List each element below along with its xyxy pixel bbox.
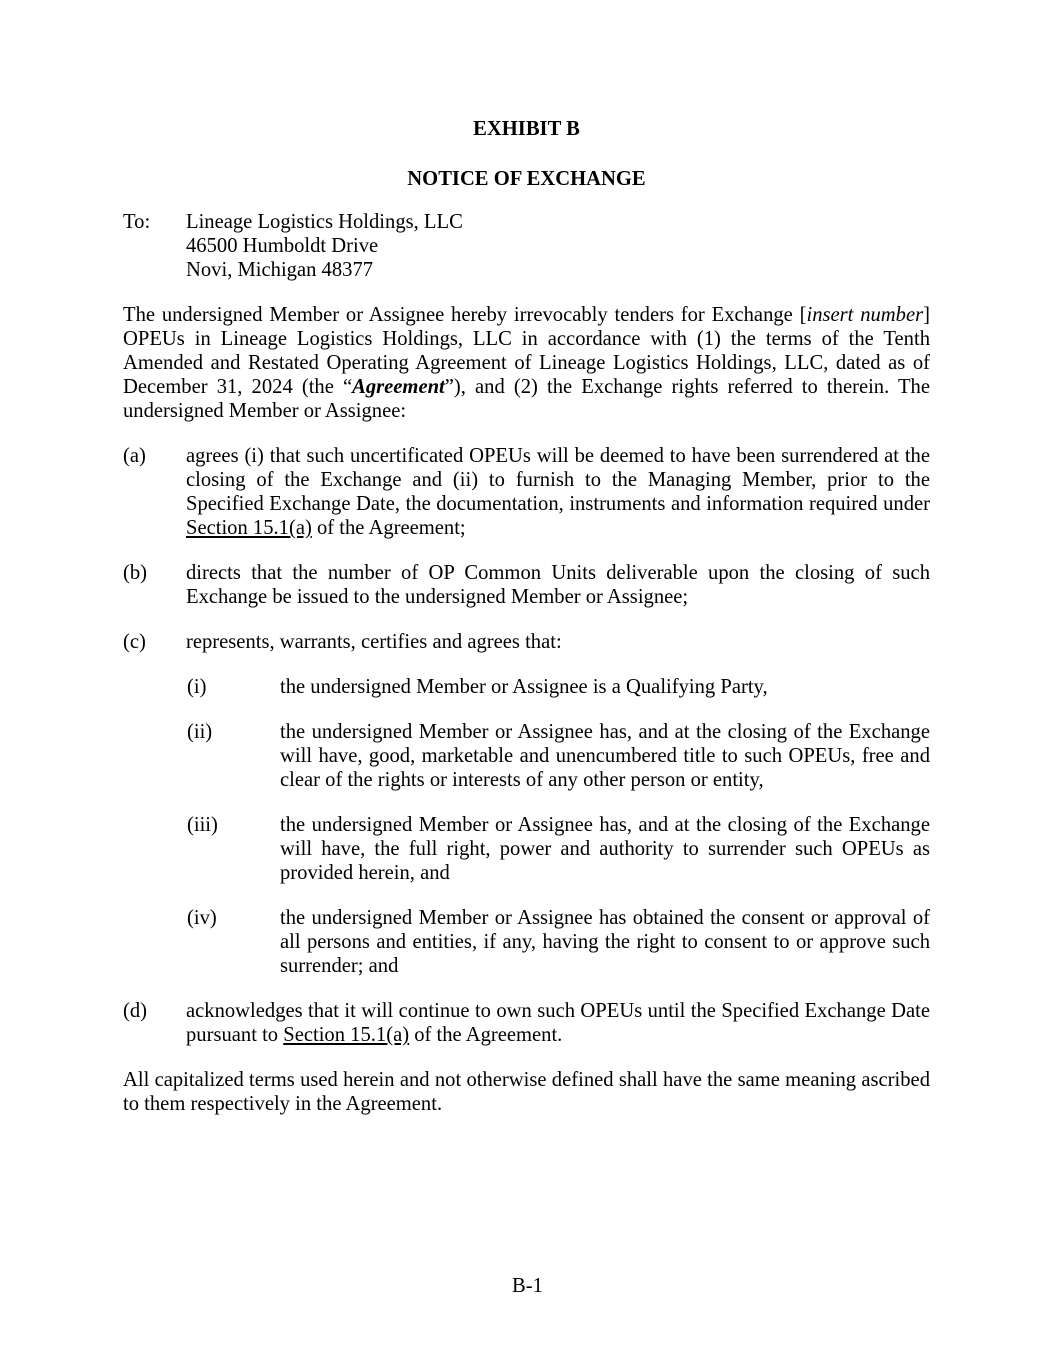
page-number: B-1 [512,1275,543,1297]
item-a-segment: agrees (i) that such uncertificated OPEUs will be deemed to have been surrendered at the closing of the Exchange and (ii) to furnish to the Managing Member, prior to the Specified Exchange Date, the documentation, instruments and information required under [186,445,930,515]
item-label-d: (d) [123,1000,148,1022]
document-title: EXHIBIT B [473,118,580,140]
list-item-c [123,630,930,654]
subitem-label-iv: (iv) [187,907,217,929]
subitem-text-iii: the undersigned Member or Assignee has, and at the closing of the Exchange will have, the full right, power and authority to surrender such OPEUs as provided herein, and [280,814,930,884]
recipient-address [186,210,930,282]
intro-segment: ”), and (2) the Exchange rights referred to therein. The undersigned Member or Assignee: [123,376,930,422]
item-d-segment: acknowledges that it will continue to own such OPEUs until the Specified Exchange Date pursuant to [186,1000,930,1046]
list-item-a [123,444,930,540]
recipient-block [123,210,930,282]
item-text-d [186,999,930,1047]
sub-list-item-iii [187,813,930,885]
section-reference: Section 15.1(a) [283,1024,410,1046]
recipient-label: To: [123,211,151,233]
item-text-c: represents, warrants, certifies and agrees that: [186,631,562,653]
subitem-label-i: (i) [187,676,207,698]
intro-segment: The undersigned Member or Assignee hereby irrevocably tenders for Exchange [ [123,304,807,326]
recipient-line-company: Lineage Logistics Holdings, LLC [186,211,463,233]
recipient-line-city: Novi, Michigan 48377 [186,259,374,281]
list-item-d [123,999,930,1047]
insert-number-placeholder: insert number [806,304,924,326]
section-reference: Section 15.1(a) [186,517,312,539]
subitem-text-ii: the undersigned Member or Assignee has, and at the closing of the Exchange will have, good, marketable and unencumbered title to such OPEUs, free and clear of the rights or interests of any other person or entity, [280,721,930,791]
recipient-line-street: 46500 Humboldt Drive [186,235,379,257]
closing-paragraph: All capitalized terms used herein and not otherwise defined shall have the same meaning ascribed to them respectively in the Agreement. [123,1069,930,1115]
document-subtitle: NOTICE OF EXCHANGE [407,168,646,190]
item-label-b: (b) [123,562,148,584]
item-a-segment: of the Agreement; [311,517,466,539]
item-d-segment: of the Agreement. [409,1024,563,1046]
sub-list-item-iv [187,906,930,978]
list-item-b [123,561,930,609]
sub-list-item-i [187,675,930,699]
intro-segment: ] OPEUs in Lineage Logistics Holdings, LLC in accordance with (1) the terms of the Tenth Amended and Restated Operating Agreement of Lineage Logistics Holdings, LLC, dated as of December 31, 2024 (the “ [123,304,930,398]
sub-list-item-ii [187,720,930,792]
intro-paragraph [123,303,930,423]
subitem-label-iii: (iii) [187,814,218,836]
item-label-a: (a) [123,445,146,467]
subitem-text-iv: the undersigned Member or Assignee has obtained the consent or approval of all persons and entities, if any, having the right to consent to or approve such surrender; and [280,907,930,977]
subitem-text-i: the undersigned Member or Assignee is a Qualifying Party, [280,676,768,698]
item-label-c: (c) [123,631,146,653]
item-text-b: directs that the number of OP Common Units deliverable upon the closing of such Exchange be issued to the undersigned Member or Assignee; [186,562,930,608]
subitem-label-ii: (ii) [187,721,213,743]
agreement-defined-term: Agreement [352,376,445,398]
item-text-a [186,444,930,540]
